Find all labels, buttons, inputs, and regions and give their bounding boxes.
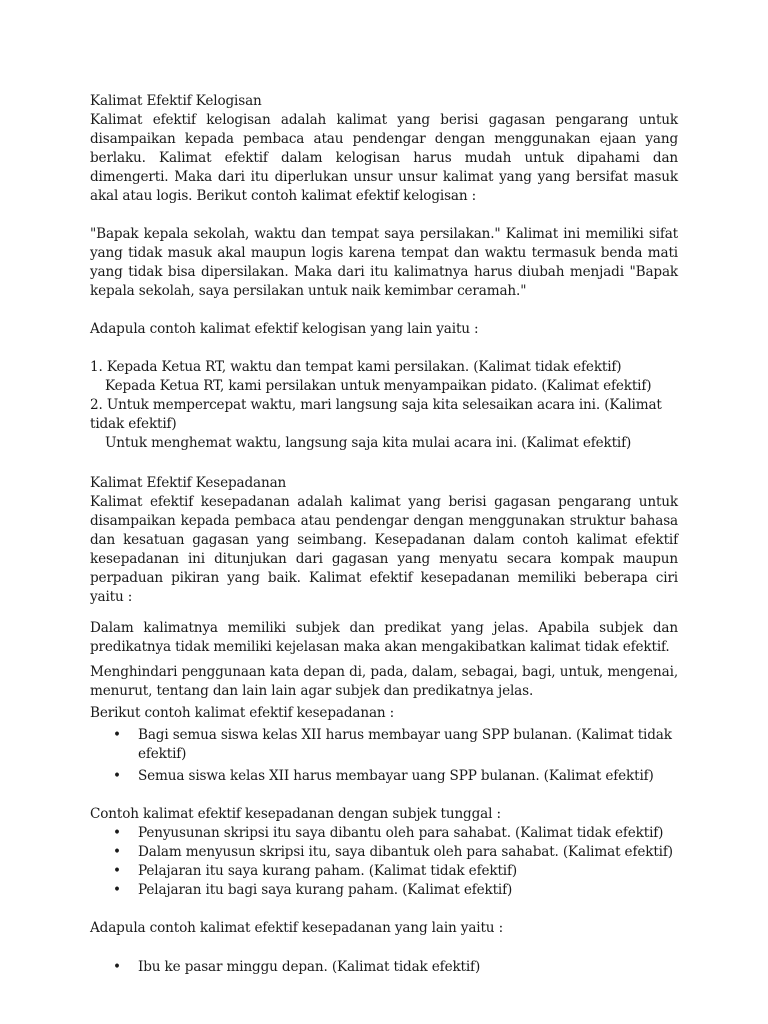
list-item: Untuk menghemat waktu, langsung saja kita mulai acara ini. (Kalimat efektif)	[105, 435, 632, 451]
bullet-list-examples	[90, 726, 678, 786]
list-item: 1. Kepada Ketua RT, waktu dan tempat kami persilakan. (Kalimat tidak efektif)	[90, 359, 622, 375]
paragraph-kesepadanan-intro: Kalimat efektif kesepadanan adalah kalimat yang berisi gagasan pengarang untuk disampaikan kepada pembaca atau pendengar dengan menggunakan struktur bahasa dan kesatuan gagasan yang seimbang. Kesepadanan dalam contoh kalimat efektif kesepadanan ini ditunjukan dari gagasan yang menyatu secara kompak maupun perpaduan pikiran yang baik. Kalimat efektif kesepadanan memiliki beberapa ciri yaitu :	[90, 494, 678, 605]
numbered-list-kelogisan	[90, 358, 678, 453]
section-title-kelogisan: Kalimat Efektif Kelogisan	[90, 93, 262, 109]
section-title-kesepadanan: Kalimat Efektif Kesepadanan	[90, 475, 287, 491]
list-item: • Penyusunan skripsi itu saya dibantu oleh para sahabat. (Kalimat tidak efektif)	[90, 824, 678, 843]
paragraph-ciri-2: Menghindari penggunaan kata depan di, pada, dalam, sebagai, bagi, untuk, mengenai, menurut, tentang dan lain lain agar subjek dan predikatnya jelas.	[90, 664, 678, 699]
list-item: • Pelajaran itu saya kurang paham. (Kalimat tidak efektif)	[90, 862, 678, 881]
list-item: • Ibu ke pasar minggu depan. (Kalimat tidak efektif)	[90, 958, 678, 977]
list-item: 2. Untuk mempercepat waktu, mari langsung saja kita selesaikan acara ini. (Kalimat tidak efektif)	[90, 397, 662, 432]
paragraph-single-subject-intro: Contoh kalimat efektif kesepadanan dengan subjek tunggal :	[90, 806, 501, 822]
bullet-list-single-subject	[90, 824, 678, 900]
bullet-list-more	[90, 958, 678, 977]
list-item: • Pelajaran itu bagi saya kurang paham. (Kalimat efektif)	[90, 881, 678, 900]
document-body	[90, 92, 678, 977]
list-item: • Semua siswa kelas XII harus membayar uang SPP bulanan. (Kalimat efektif)	[90, 767, 678, 786]
paragraph-kelogisan-more: Adapula contoh kalimat efektif kelogisan yang lain yaitu :	[90, 321, 479, 337]
paragraph-kesepadanan-more: Adapula contoh kalimat efektif kesepadanan yang lain yaitu :	[90, 920, 504, 936]
paragraph-ciri-1: Dalam kalimatnya memiliki subjek dan predikat yang jelas. Apabila subjek dan predikatnya tidak memiliki kejelasan maka akan mengakibatkan kalimat tidak efektif.	[90, 620, 678, 655]
paragraph-examples-intro: Berikut contoh kalimat efektif kesepadanan :	[90, 705, 395, 721]
list-item: Kepada Ketua RT, kami persilakan untuk menyampaikan pidato. (Kalimat efektif)	[105, 378, 652, 394]
list-item: • Bagi semua siswa kelas XII harus membayar uang SPP bulanan. (Kalimat tidak efektif)	[90, 726, 678, 764]
list-item: • Dalam menyusun skripsi itu, saya dibantuk oleh para sahabat. (Kalimat efektif)	[90, 843, 678, 862]
paragraph-kelogisan-intro: Kalimat efektif kelogisan adalah kalimat yang berisi gagasan pengarang untuk disampaikan kepada pembaca atau pendengar dengan menggunakan ejaan yang berlaku. Kalimat efektif dalam kelogisan harus mudah untuk dipahami dan dimengerti. Maka dari itu diperlukan unsur unsur kalimat yang yang bersifat masuk akal atau logis. Berikut contoh kalimat efektif kelogisan :	[90, 112, 678, 204]
paragraph-kelogisan-example: "Bapak kepala sekolah, waktu dan tempat saya persilakan." Kalimat ini memiliki sifat yang tidak masuk akal maupun logis karena tempat dan waktu termasuk benda mati yang tidak bisa dipersilakan. Maka dari itu kalimatnya harus diubah menjadi "Bapak kepala sekolah, saya persilakan untuk naik kemimbar ceramah."	[90, 226, 678, 299]
